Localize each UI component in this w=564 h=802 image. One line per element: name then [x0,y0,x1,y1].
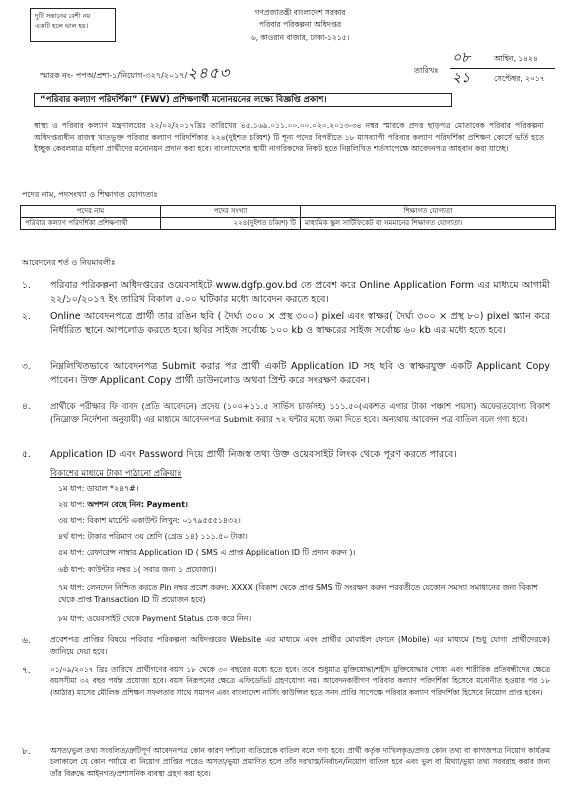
step-label: ৮ম ধাপ: [58,614,85,623]
date-divider [450,68,555,69]
notice-title: “পরিবার কল্যাণ পরিদর্শিকা” (FWV) প্রশিক্ষণার্থী মনোনয়নের লক্ষ্যে বিজ্ঞপ্তি প্রকাশ। [34,93,452,107]
rule-item-2: Online আবেদনপত্রে প্রার্থী তার রঙিন ছবি ( দৈর্ঘ্য ৩০০ × প্রস্থ ৩০০) pixel এবং স্বাক্ষর( দৈর্ঘ্য ৩০০ × প্রস্থ ৮০) pixel স্ক্যান করে নির্ধারিত স্থানে আপলোড করতে হবে। ছবির সাইজ সর্বোচ্চ ১০০ kb ও স্বাক্ষরের সাইজ সর্বোচ্চ ৬০ kb এর মধ্যে হতে হবে। [50,311,550,336]
step-label: ২য় ধাপ: [58,500,85,509]
item-number: ৩. [22,362,31,372]
bkash-step-7 [58,582,548,605]
memo-label: স্মারক নং- পপঅ/প্রশা-১/নিয়োগ-৩২৭/২০১৭/ [40,71,188,80]
header-department: পরিবার পরিকল্পনা অধিদপ্তর [258,20,342,29]
item-number: ৫. [22,450,31,460]
table-cell-qualification: মাধ্যমিক স্কুল সার্টিফিকেট বা সমমানের শিক্ষাগত যোগ্যতা। [301,217,556,229]
table-header-cell: শিক্ষাগত যোগ্যতা [301,206,556,218]
step-text: অপশন বেছে নিন: Payment। [87,500,188,509]
item-number: ১. [22,281,31,291]
memo-number [40,64,230,83]
step-text: বিকাশ মার্চেন্ট একাউন্ট লিখুন: ০১৭৯৫৫৫১৪৩২। [87,516,241,525]
bkash-step-1 [58,484,548,494]
date-block [414,48,559,88]
bkash-step-8 [58,614,548,624]
item-number: ৪. [22,402,31,412]
step-text: রেফারেন্স নাম্বার Application ID ( SMS এ প্রাপ্ত Application ID টি প্রদান করুন )। [86,548,356,557]
step-label: ৭ম ধাপ: [58,583,85,592]
rule-item-1: পরিবার পরিকল্পনা অধিদপ্তরের ওয়েবসাইটে www.dgfp.gov.bd তে প্রবেশ করে Online Application Form এর মাধ্যমে আগামী ২২/১০/২০১৭ ইং তারিখ বিকাল ৫.০০ ঘটিকার মধ্যে আবেদন করতে হবে। [50,280,550,305]
memo-handwritten-number: ২৪৫৩ [187,64,231,82]
table-cell-count: ২২৪(দুইশত চব্বিশ) টি [161,217,301,229]
bkash-step-4 [58,532,548,542]
bkash-step-6 [58,565,548,575]
rule-item-4: প্রার্থীকে পরীক্ষার ফি বাবদ (প্রতি আবেদনে) প্রদেয় (১০০+১১.৫ সার্ভিস চার্জসহ) ১১১.৫০(একশত এগার টাকা পঞ্চাশ পয়সা) অফেরতযোগ্য বিকাশ (নিম্নোক্ত নির্দেশনা অনুযায়ী) এর মাধ্যমে আবেদনপত্র Submit করার ৭২ ঘন্টার মধ্যে জমা দিতে হবে। অন্যথায় আবেদন পত্র বাতিল বলে গণ্য হবে। [50,401,550,424]
rule-item-6: প্রবেশপত্র প্রাপ্তির বিষয়ে পরিবার পরিকল্পনা অধিদপ্তরের Website এর মাধ্যমে এবং প্রার্থীর মোবাইল ফোনে (Mobile) এর মাধ্যমে (শুধু যোগ্য প্রার্থীদেরকে) জানিয়ে দেয়া হবে। [50,635,550,657]
bkash-step-2 [58,500,548,510]
bangla-day: ০৮ [452,50,471,66]
bangla-month-year: আশ্বিন, ১৪২৪ [494,54,538,63]
date-label: তারিখঃ [414,66,439,75]
rule-item-8: অসত্য/ভুল তথ্য সংবলিত/ত্রুটিপূর্ণ আবেদনপত্র কোন কারণ দর্শানো ব্যতিরেকে বাতিল বলে গণ্য হবে। প্রার্থী কর্তৃক দাখিলকৃত/প্রদত্ত কোন তথ্য বা কাগজপত্র নিয়োগ কার্যক্রম চলাকালে যে কোন পর্যায়ে বা নিয়োগ প্রাপ্তির পরেও অসত্য/ভুয়া প্রমাণিত হলে তাঁর দরখাস্ত/নির্বাচন/নিয়োগ বাতিল হবে এবং ভুল বা মিথ্যা/ভুয়া তথ্য সরবরাহ করার জন্য তাঁর বিরুদ্ধে আইনগত/প্রশাসনিক ব্যবস্থা গ্রহণ করা হবে। [50,746,550,778]
post-table [20,205,556,230]
item-number: ৭. [22,666,31,676]
step-text: ওয়েবসাইট থেকে Payment Status চেক করে নিন। [86,614,252,623]
step-label: ৪র্থ ধাপ: [58,532,86,541]
table-cell-post: পরিবার কল্যাণ পরিদর্শিকা প্রশিক্ষণার্থী [21,217,161,229]
bkash-step-3 [58,516,548,526]
bkash-heading: বিকাশের মাধ্যমে টাকা পাঠানো প্রক্রিয়াঃ [50,469,182,479]
table-header-row [21,206,556,218]
step-label: ৬ষ্ঠ ধাপ: [58,565,86,574]
header-government: গণপ্রজাতন্ত্রী বাংলাদেশ সরকার [254,8,346,17]
slogan-line-2: একটি হলে ভাল হয়। [35,21,89,30]
step-text: কাউন্টার নম্বর ১( সবার জন্য ১ প্রযোজ্য)। [87,565,217,574]
rule-item-7: ০১/০৯/২০১৭ খ্রিঃ তারিখে প্রার্থীগণের বয়স ১৮ থেকে ৩০ বছরের মধ্যে হতে হবে। তবে শুধুমাত্র মুক্তিযোদ্ধা/শহীদ মুক্তিযোদ্ধার পোষ্য এবং শারীরিক প্রতিবন্ধীদের ক্ষেত্রে বয়সসীমা ৩২ বছর পর্যন্ত প্রযোজ্য হবে। বয়স নিরূপনের ক্ষেত্রে এফিডেভিট গ্রহণযোগ্য নয়। আবেদনকারীগণ পরিবার কল্যাণ পরিদর্শিকা হিসেবে মনোনীত হওয়ার পর ১৮ (আঠার) মাসের মৌলিক প্রশিক্ষণ সফলতার সাথে সমাপন এবং বাংলাদেশ নার্সিং কাউন্সিল হতে সনদ প্রাপ্তি সাপেক্ষে পরিবার কল্যাণ পরিদর্শিকা হিসেবে নিয়োগ প্রাপ্ত হবেন। [50,665,550,697]
header-address: ৬, কাওরান বাজার, ঢাকা-১২১৫। [250,33,350,42]
table-caption: পদের নাম, পদসংখ্যা ও শিক্ষাগত যোগ্যতাঃ [22,190,158,199]
step-label: ৫ম ধাপ: [58,548,85,557]
table-row [21,217,556,229]
bkash-step-5 [58,548,548,558]
step-text: ডায়াল *২৪৭#। [86,484,139,493]
step-text: লেনদেন নিশ্চিত করতে Pin নম্বর প্রবেশ করুন: XXXX (বিকাশ থেকে প্রাপ্ত SMS টি সংরক্ষণ করুন পরবর্তীতে যেকোন সমস্যা সমাধানের জন্য বিকাশ থেকে প্রাপ্ত Transaction ID টি প্রয়োজন হবে) [58,583,538,604]
english-month-year: সেপ্টেম্বর, ২০১৭ [494,74,545,83]
family-planning-slogan-box [30,8,116,42]
step-label: ৩য় ধাপ: [58,516,85,525]
table-header-cell: পদের নাম [21,206,161,218]
intro-paragraph: স্বাস্থ্য ও পরিবার কল্যাণ মন্ত্রণালয়ের ২২/০২/২০১৭খ্রিঃ তারিখের ৪৫.১৬৯.০১১.০০.০০.০২০.২০১৩-৩৪ নম্বর স্মারকে প্রদত্ত ছাড়পত্র মোতাবেক পরিবার পরিকল্পনা অধিদপ্তরাধীন রাজস্ব খাতভুক্ত পরিবার কল্যাণ পরিদর্শিকার ২২৪(দুইশত চব্বিশ) টি শূন্য পদের বিপরীতে ১৮ মাসব্যাপী পরিবার কল্যাণ পরিদর্শিকা প্রশিক্ষণ কোর্সে ভর্তি হতে ইচ্ছুক কেবলমাত্র মহিলা প্রার্থীদের মনোনয়ন প্রদান করা হবে। বাংলাদেশের স্থায়ী নাগরিকদের নিকট হতে নিম্নলিখিত শর্তসাপেক্ষে আবেদনপত্র আহবান করা যাচ্ছে। [34,121,544,154]
item-number: ৬. [22,636,31,646]
rule-item-5: Application ID এবং Password দিয়ে প্রার্থী নিজস্ব তথ্য উক্ত ওয়েবসাইট লিংক থেকে পূরণ করতে পারবে। [50,449,457,460]
step-label: ১ম ধাপ: [58,484,85,493]
step-text: টাকার পরিমাণ ৩য় শ্রেণি (গ্রেড ১৪) ১১১.৫০ টাকা। [87,532,248,541]
rules-heading: আবেদনের শর্ত ও নিয়মাবলীঃ [22,258,116,267]
table-header-cell: পদের সংখ্যা [161,206,301,218]
slogan-line-1: দুটি সন্তানের বেশী নয় [35,12,91,20]
item-number: ২. [22,312,31,322]
rule-item-3: নিম্নলিখিতভাবে আবেদনপত্র Submit করার পর প্রার্থী একটি Application ID সহ ছবি ও স্বাক্ষরযুক্ত একটি Applicant Copy পাবেন। উক্ত Applicant Copy প্রার্থী ডাউনলোড অথবা প্রিন্ট করে সংরক্ষণ করবেন। [50,361,550,386]
english-day: ২১ [452,70,471,86]
item-number: ৮. [22,747,31,757]
